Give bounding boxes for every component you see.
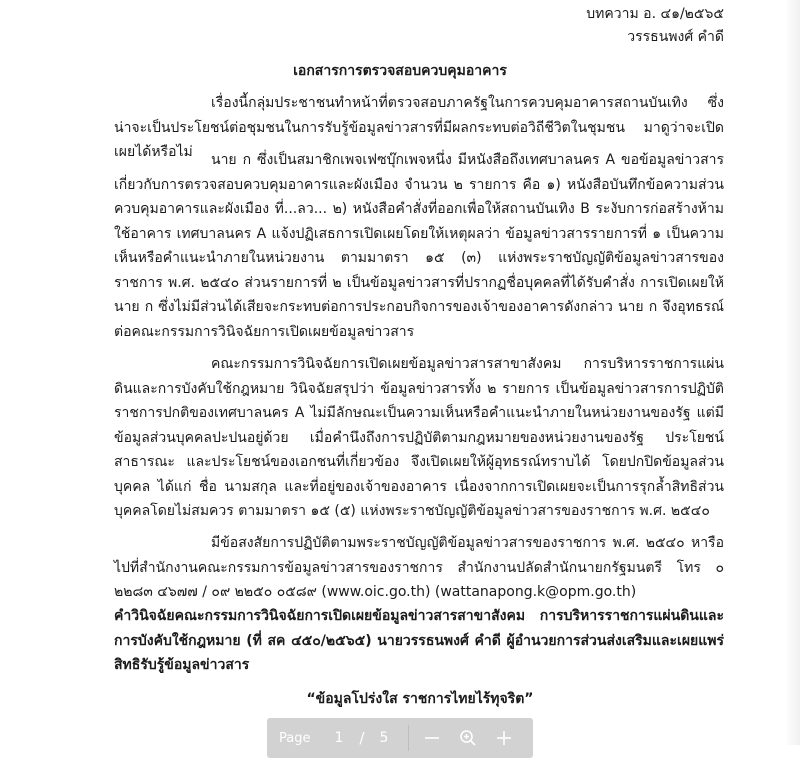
zoom-reset-button[interactable] [455, 718, 481, 758]
magnifier-icon [459, 729, 477, 747]
page-separator: / [359, 729, 365, 747]
page-edge-shadow [784, 0, 800, 745]
paragraph-decision-text: คณะกรรมการวินิจฉัยการเปิดเผยข้อมูลข่าวสารสาขาสังคม การบริหารราชการแผ่นดินและการบังคับใช้กฎหมาย วินิจฉัยสรุปว่า ข้อมูลข่าวสารทั้ง ๒ รายการ เป็นข้อมูลข่าวสารการปฏิบัติราชการปกติของเทศบาลนคร A ไม่มีลักษณะเป็นความเห็นหรือคำแนะนำภายในหน่วยงานของรัฐ แต่มีข้อมูลส่วนบุคคลปะปนอยู่ด้วย เมื่อคำนึงถึงการปฏิบัติตามกฎหมายของหน่วยงานของรัฐ ประโยชน์สาธารณะ และประโยชน์ของเอกชนที่เกี่ยวข้อง จึงเปิดเผยให้ผู้อุทธรณ์ทราบได้ โดยปกปิดข้อมูลส่วนบุคคล ได้แก่ ชื่อ นามสกุล และที่อยู่ของเจ้าของอาคาร เนื่องจากการเปิดเผยจะเป็นการรุกล้ำสิทธิส่วนบุคคลโดยไม่สมควร ตามมาตรา ๑๕ (๕) แห่งพระราชบัญญัติข้อมูลข่าวสารของราชการ พ.ศ. ๒๕๔๐ [114, 356, 724, 519]
paragraph-reference: คำวินิจฉัยคณะกรรมการวินิจฉัยการเปิดเผยข้อมูลข่าวสารสาขาสังคม การบริหารราชการแผ่นดินและการบังคับใช้กฎหมาย (ที่ สค ๔๕๐/๒๕๖๕) นายวรรธนพงศ์ คำดี ผู้อำนวยการส่วนส่งเสริมและเผยแพร่สิทธิรับรู้ข้อมูลข่าวสาร [114, 608, 724, 673]
article-number: บทความ อ. ๔๑/๒๕๖๕ [586, 6, 724, 22]
paragraph-case [114, 148, 724, 344]
document-title: เอกสารการตรวจสอบควบคุมอาคาร [293, 63, 507, 79]
paragraph-intro-text: เรื่องนี้กลุ่มประชาชนทำหน้าที่ตรวจสอบภาครัฐในการควบคุมอาคารสถานบันเทิง ซึ่งน่าจะเป็นประโยชน์ต่อชุมชนในการรับรู้ข้อมูลข่าวสารที่มีผลกระทบต่อวิถีชีวิตในชุมชน มาดูว่าจะเปิดเผยได้หรือไม่ [114, 95, 724, 160]
page-label: Page [279, 730, 311, 746]
paragraph-case-text: นาย ก ซึ่งเป็นสมาชิกเพจเฟซบุ๊กเพจหนึ่ง มีหนังสือถึงเทศบาลนคร A ขอข้อมูลข่าวสารเกี่ยวกับการตรวจสอบควบคุมอาคารและผังเมือง จำนวน ๒ รายการ คือ ๑) หนังสือบันทึกข้อความส่วนควบคุมอาคารและผังเมือง ที่...ลว... ๒) หนังสือคำสั่งที่ออกเพื่อให้สถานบันเทิง B ระงับการก่อสร้างห้ามใช้อาคาร เทศบาลนคร A แจ้งปฏิเสธการเปิดเผยโดยให้เหตุผลว่า ข้อมูลข่าวสารรายการที่ ๑ เป็นความเห็นหรือคำแนะนำภายในหน่วยงาน ตามมาตรา ๑๕ (๓) แห่งพระราชบัญญัติข้อมูลข่าวสารของราชการ พ.ศ. ๒๕๔๐ ส่วนรายการที่ ๒ เป็นข้อมูลข่าวสารที่ปรากฏชื่อบุคคลที่ได้รับคำสั่ง การเปิดเผยให้นาย ก ซึ่งไม่มีส่วนได้เสียจะกระทบต่อการประกอบกิจการของเจ้าของอาคารดังกล่าว นาย ก จึงอุทธรณ์ต่อคณะกรรมการวินิจฉัยการเปิดเผยข้อมูลข่าวสาร [114, 152, 724, 340]
plus-icon [496, 730, 512, 746]
pdf-viewer-toolbar [267, 718, 533, 758]
slogan: “ข้อมูลโปร่งใส ราชการไทยไร้ทุจริต” [306, 691, 534, 707]
current-page-input[interactable]: 1 [334, 730, 344, 746]
author-name: วรรธนพงศ์ คำดี [627, 29, 724, 45]
zoom-out-button[interactable] [419, 718, 445, 758]
minus-icon [424, 730, 440, 746]
paragraph-contact-text: มีข้อสงสัยการปฏิบัติตามพระราชบัญญัติข้อมูลข่าวสารของราชการ พ.ศ. ๒๕๔๐ หารือไปที่สำนักงานคณะกรรมการข้อมูลข่าวสารของราชการ สำนักงานปลัดสำนักนายกรัฐมนตรี โทร ๐ ๒๒๘๓ ๔๖๗๗ / ๐๙ ๒๒๕๐ ๐๕๘๙ (www.oic.go.th) (wattanapong.k@opm.go.th) [114, 535, 724, 600]
total-pages: 5 [379, 730, 389, 746]
zoom-in-button[interactable] [491, 718, 517, 758]
toolbar-divider [408, 725, 409, 751]
paragraph-contact [114, 531, 724, 605]
paragraph-decision [114, 352, 724, 524]
